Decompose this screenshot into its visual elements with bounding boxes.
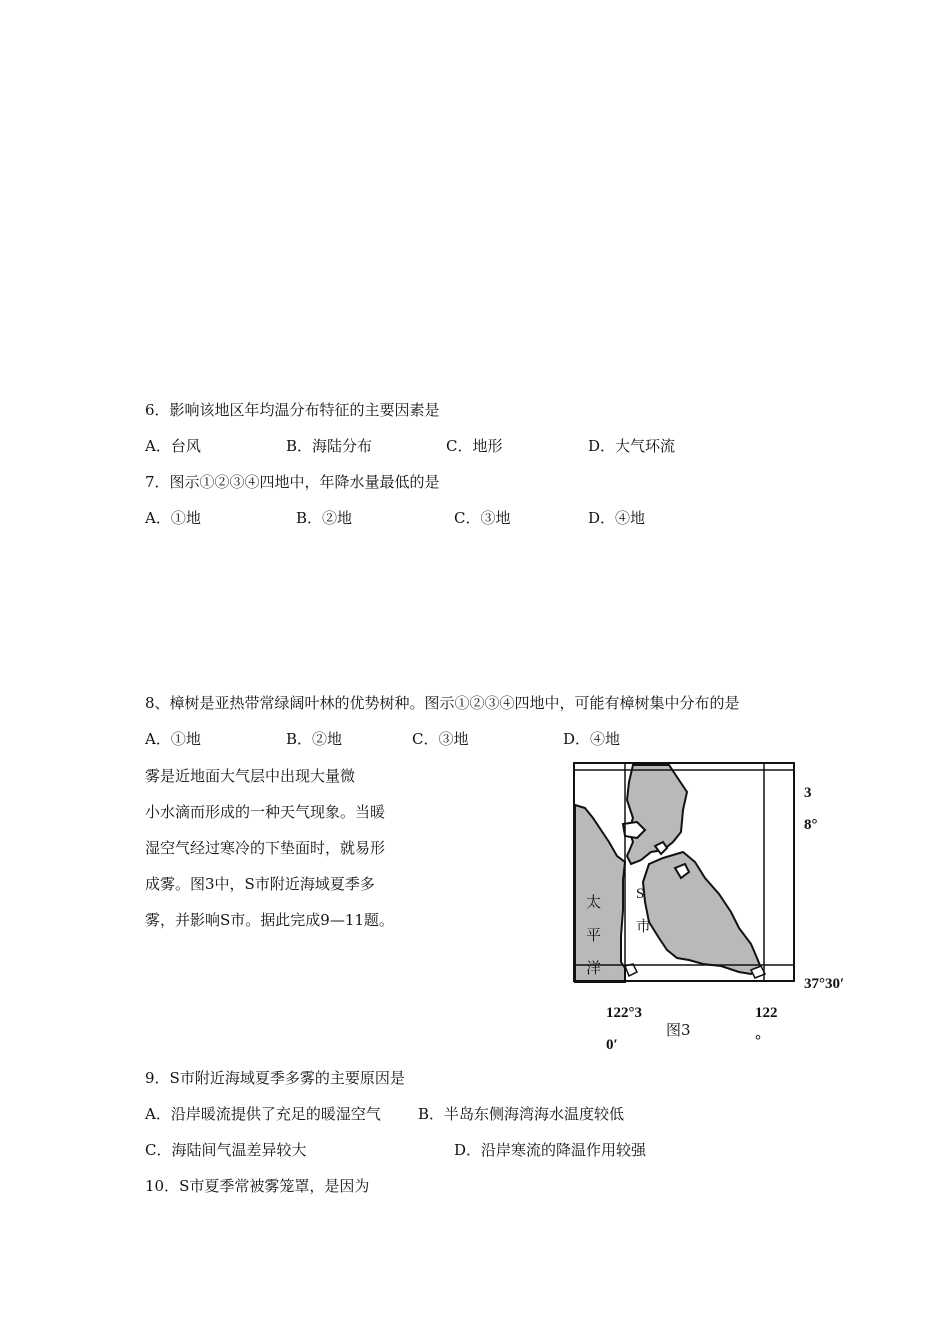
question-7-stem: 7．图示①②③④四地中，年降水量最低的是 — [145, 473, 440, 491]
figure-caption: 图3 — [666, 1021, 691, 1039]
question-9-option-c: C．海陆间气温差异较大 — [145, 1141, 307, 1159]
question-7-option-d: D．④地 — [588, 509, 646, 527]
ocean-label-char-1: 太 — [586, 893, 602, 911]
question-8-option-d: D．④地 — [563, 730, 621, 748]
question-6-option-a: A．台风 — [145, 437, 201, 455]
question-9-option-b: B．半岛东侧海湾海水温度较低 — [418, 1105, 625, 1123]
southern-bay-water — [643, 852, 761, 974]
longitude-left-label-line-2: 0′ — [606, 1037, 618, 1053]
question-6-option-d: D．大气环流 — [588, 437, 676, 455]
question-6-option-b: B．海陆分布 — [286, 437, 373, 455]
question-6-option-c: C．地形 — [446, 437, 503, 455]
city-label-char-1: S — [636, 886, 645, 902]
figure-3-map — [571, 760, 801, 984]
island-south — [625, 964, 637, 976]
longitude-right-label-line-1: 122 — [755, 1005, 778, 1021]
intro-line-4: 成雾。图3中，S市附近海域夏季多 — [145, 875, 375, 893]
longitude-right-label-line-2: ° — [755, 1033, 761, 1049]
question-7-option-c: C．③地 — [454, 509, 511, 527]
city-label-char-2: 市 — [636, 917, 652, 935]
question-9-option-d: D．沿岸寒流的降温作用较强 — [454, 1141, 647, 1159]
question-8-stem: 8、樟树是亚热带常绿阔叶林的优势树种。图示①②③④四地中，可能有樟树集中分布的是 — [145, 694, 740, 712]
question-9-stem: 9．S市附近海域夏季多雾的主要原因是 — [145, 1069, 405, 1087]
question-7-option-a: A．①地 — [145, 509, 201, 527]
intro-line-2: 小水滴而形成的一种天气现象。当暖 — [145, 803, 386, 821]
question-8-option-a: A．①地 — [145, 730, 201, 748]
question-6-stem: 6．影响该地区年均温分布特征的主要因素是 — [145, 401, 440, 419]
latitude-bottom-label: 37°30′ — [804, 976, 845, 992]
question-9-option-a: A．沿岸暖流提供了充足的暖湿空气 — [145, 1105, 381, 1123]
longitude-left-label-line-1: 122°3 — [606, 1005, 642, 1021]
question-8-option-c: C．③地 — [412, 730, 469, 748]
intro-line-1: 雾是近地面大气层中出现大量微 — [145, 767, 356, 785]
intro-line-5: 雾，并影响S市。据此完成9—11题。 — [145, 911, 394, 929]
question-7-option-b: B．②地 — [296, 509, 353, 527]
question-8-option-b: B．②地 — [286, 730, 343, 748]
intro-line-3: 湿空气经过寒冷的下垫面时，就易形 — [145, 839, 386, 857]
latitude-top-label-line-2: 8° — [804, 817, 818, 833]
ocean-label-char-3: 洋 — [586, 959, 602, 977]
question-10-stem: 10．S市夏季常被雾笼罩，是因为 — [145, 1177, 370, 1195]
ocean-label-char-2: 平 — [586, 926, 602, 944]
latitude-top-label-line-1: 3 — [804, 785, 812, 801]
